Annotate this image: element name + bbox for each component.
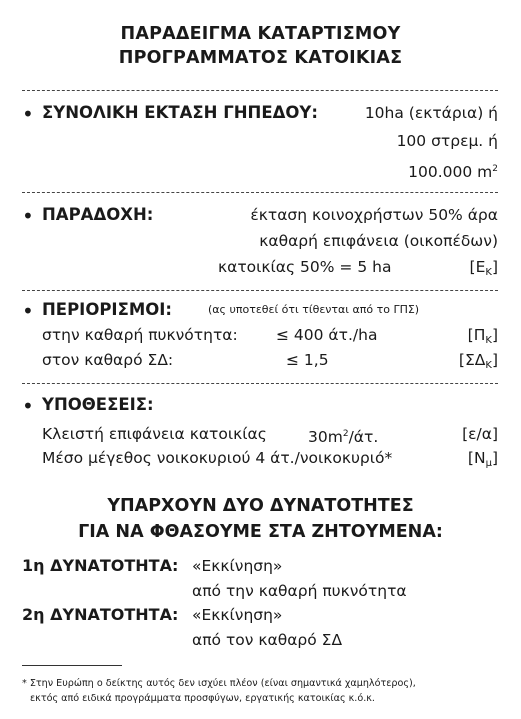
assumption-line-3: κατοικίας 50% = 5 ha: [218, 258, 392, 276]
hypotheses-label: ΥΠΟΘΕΣΕΙΣ:: [42, 395, 154, 414]
hypotheses-row: [42, 423, 498, 445]
area-label: ΣΥΝΟΛΙΚΗ ΕΚΤΑΣΗ ΓΗΠΕΔΟΥ:: [42, 103, 318, 122]
footnote-divider: [22, 665, 122, 666]
bullet-icon: •: [22, 394, 34, 418]
limits-row: [42, 324, 498, 346]
limits-row-value: ≤ 1,5: [286, 351, 329, 369]
limits-row: [42, 349, 498, 371]
section-limits: [22, 299, 498, 375]
section-hypotheses: [22, 394, 498, 470]
assumption-line-2: καθαρή επιφάνεια (οικοπέδων): [259, 232, 498, 250]
possibility-label-2: 2η ΔΥΝΑΤΟΤΗΤΑ:: [22, 605, 179, 624]
section-total-area: [22, 102, 498, 182]
possibility-line-1a: «Εκκίνηση»: [192, 557, 283, 575]
area-line-2: 100 στρεμ. ή: [396, 132, 498, 150]
hypotheses-row-text: Κλειστή επιφάνεια κατοικίας: [42, 425, 267, 443]
hypotheses-row: [42, 447, 498, 469]
hypotheses-row-text: Μέσο μέγεθος νοικοκυριού 4 άτ./νοικοκυριό*: [42, 449, 393, 467]
possibility-label-1: 1η ΔΥΝΑΤΟΤΗΤΑ:: [22, 556, 179, 575]
limits-row-value: ≤ 400 άτ./ha: [276, 326, 378, 344]
limits-label: ΠΕΡΙΟΡΙΣΜΟΙ:: [42, 300, 173, 319]
footnote-line-1: * Στην Ευρώπη ο δείκτης αυτός δεν ισχύει πλέον (είναι σημαντικά χαμηλότερος),: [22, 678, 416, 689]
area-line-1: 10ha (εκτάρια) ή: [364, 104, 498, 122]
page-title: [0, 22, 521, 70]
title-line-2: ΠΡΟΓΡΑΜΜΑΤΟΣ ΚΑΤΟΙΚΙΑΣ: [118, 48, 403, 68]
hypotheses-row-code: [ε/α]: [462, 425, 498, 443]
limits-row-code: $[\Sigma\Delta_K]$: [458, 351, 498, 371]
possibilities-heading-2: ΓΙΑ ΝΑ ΦΘΑΣΟΥΜΕ ΣΤΑ ΖΗΤΟΥΜΕΝΑ:: [78, 522, 443, 542]
assumption-code: $[E_K]$: [469, 258, 498, 278]
bullet-icon: •: [22, 102, 34, 126]
bullet-icon: •: [22, 299, 34, 323]
area-line-3: 100.000 $m^2$: [408, 163, 498, 181]
possibility-line-1b: από την καθαρή πυκνότητα: [192, 582, 407, 600]
footnote-line-2: εκτός από ειδικά προγράμματα προσφύγων, εργατικής κατοικίας κ.ό.κ.: [30, 693, 375, 704]
limits-note: (ας υποτεθεί ότι τίθενται από το ΓΠΣ): [208, 303, 420, 316]
limits-row-text: στην καθαρή πυκνότητα:: [42, 326, 238, 344]
hypotheses-row-value: $30m^2/ά\tau$.: [308, 428, 379, 446]
dashed-divider: [22, 290, 498, 291]
assumption-line-1: έκταση κοινοχρήστων 50% άρα: [250, 206, 498, 224]
dashed-divider: [22, 90, 498, 91]
dashed-divider: [22, 192, 498, 193]
possibility-line-2b: από τον καθαρό ΣΔ: [192, 631, 343, 649]
assumption-label: ΠΑΡΑΔΟΧΗ:: [42, 205, 154, 224]
limits-row-code: $[\Pi_K]$: [467, 326, 498, 346]
possibility-line-2a: «Εκκίνηση»: [192, 606, 283, 624]
title-line-1: ΠΑΡΑΔΕΙΓΜΑ ΚΑΤΑΡΤΙΣΜΟΥ: [120, 24, 401, 44]
dashed-divider: [22, 383, 498, 384]
possibilities-heading-1: ΥΠΑΡΧΟΥΝ ΔΥΟ ΔΥΝΑΤΟΤΗΤΕΣ: [107, 496, 414, 516]
section-assumption: [22, 204, 498, 282]
bullet-icon: •: [22, 204, 34, 228]
hypotheses-row-code: $[N_\mu]$: [467, 449, 498, 469]
limits-row-text: στον καθαρό ΣΔ:: [42, 351, 174, 369]
